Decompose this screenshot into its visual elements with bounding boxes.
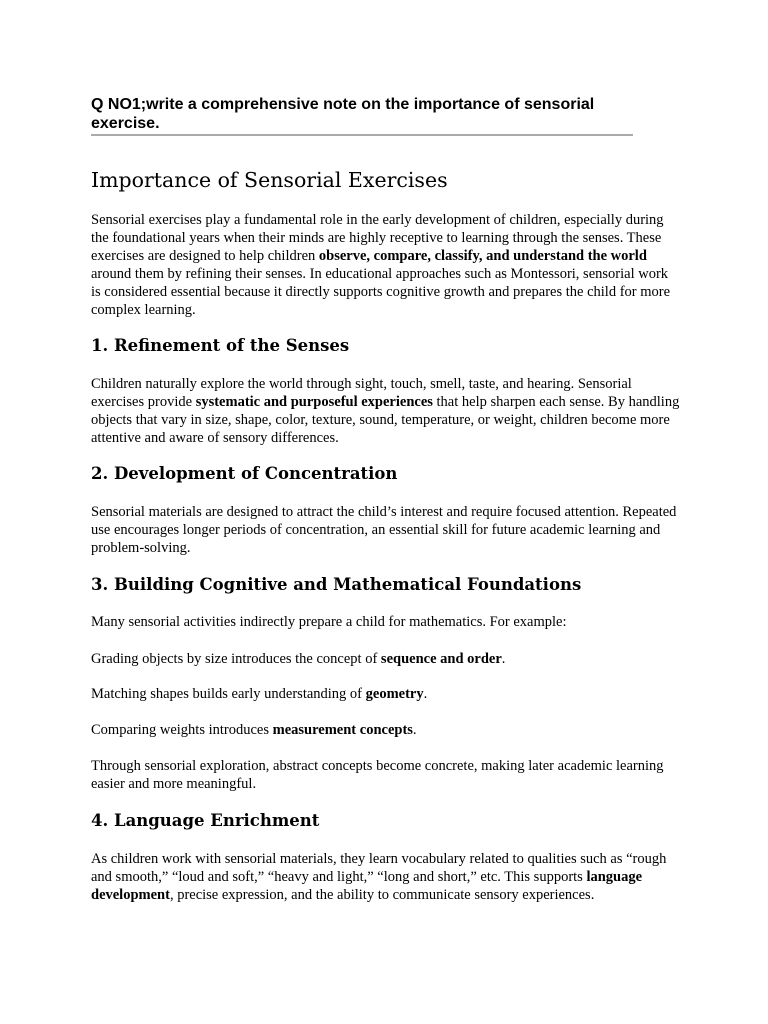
question-divider (91, 134, 633, 136)
example-2-end: . (423, 686, 428, 702)
example-1-bold: sequence and order (380, 651, 502, 667)
section-1-text-2: that help sharpen each sense. By handling objects that vary in size, shape, color, texture, sound, temperature, or weight, children become more attentive and aware of sensory differences. (91, 394, 680, 446)
section-1-heading: 1. Refinement of the Senses (91, 336, 350, 355)
section-4-bold-1: language development (91, 869, 643, 903)
intro-paragraph (91, 211, 681, 319)
example-3-text: Comparing weights introduces (91, 722, 273, 738)
intro-bold-1: observe, compare, classify, and understand the world (318, 248, 647, 264)
example-3-end: . (412, 722, 417, 738)
section-3-closing: Through sensorial exploration, abstract concepts become concrete, making later academic learning easier and more meaningful. (91, 758, 664, 792)
question-line-2: exercise. (91, 115, 160, 132)
example-2-bold: geometry (365, 686, 424, 702)
section-3-example-1 (91, 650, 681, 668)
example-3-bold: measurement concepts (272, 722, 413, 738)
section-4-paragraph (91, 850, 681, 904)
example-2-text: Matching shapes builds early understanding of (91, 686, 366, 702)
section-3-example-2 (91, 685, 681, 703)
intro-text-1: Sensorial exercises play a fundamental role in the early development of children, especially during the foundational years when their minds are highly receptive to learning through the senses. These exercises are designed to help children (91, 212, 664, 264)
question-line-1: Q NO1;write a comprehensive note on the importance of sensorial (91, 96, 595, 113)
section-1-bold-1: systematic and purposeful experiences (195, 394, 433, 410)
section-2-heading: 2. Development of Concentration (91, 464, 398, 483)
section-4-heading: 4. Language Enrichment (91, 811, 320, 830)
example-1-text: Grading objects by size introduces the concept of (91, 651, 381, 667)
section-3-example-3 (91, 721, 681, 739)
section-3-intro: Many sensorial activities indirectly prepare a child for mathematics. For example: (91, 614, 567, 630)
section-1-text-1: Children naturally explore the world through sight, touch, smell, taste, and hearing. Sensorial exercises provide (91, 376, 632, 410)
section-3-heading: 3. Building Cognitive and Mathematical Foundations (91, 575, 582, 594)
section-2-paragraph (91, 503, 681, 557)
intro-text-2: around them by refining their senses. In educational approaches such as Montessori, sensorial work is considered essential because it directly supports cognitive growth and prepares the child for more complex learning. (91, 266, 671, 318)
example-1-end: . (501, 651, 506, 667)
document-title: Importance of Sensorial Exercises (91, 168, 448, 192)
question-prompt (91, 95, 651, 133)
section-1-paragraph (91, 375, 681, 447)
section-4-text-2: , precise expression, and the ability to communicate sensory experiences. (169, 887, 595, 903)
section-2-text-1: Sensorial materials are designed to attract the child’s interest and require focused attention. Repeated use encourages longer periods of concentration, an essential skill for future academic learning and problem-solving. (91, 504, 677, 556)
section-4-text-1: As children work with sensorial materials, they learn vocabulary related to qualities such as “rough and smooth,” “loud and soft,” “heavy and light,” “long and short,” etc. This supports (91, 851, 667, 885)
